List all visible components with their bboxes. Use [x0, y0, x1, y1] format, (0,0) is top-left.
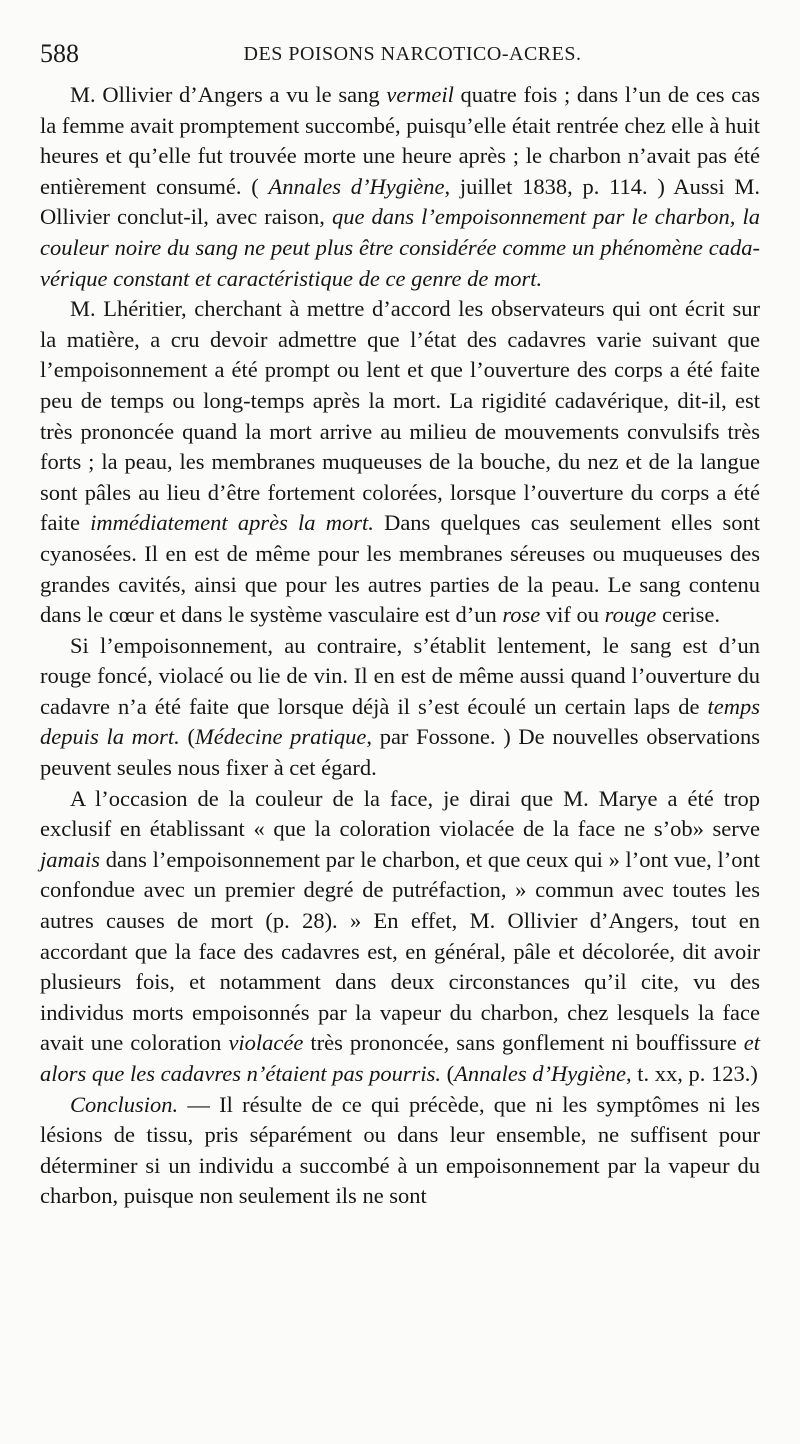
- text-run: très prononcée, sans gonflement ni bouffissure: [303, 1030, 744, 1056]
- text-run: , par Fossone. ) De nouvelles observations peuvent seules nous fixer à cet égard.: [40, 724, 760, 781]
- running-title: DES POISONS NARCOTICO-ACRES.: [243, 43, 582, 65]
- text-run: — Il résulte de ce qui précède, que ni les symptômes ni les lésions de tissu, pris séparément ou dans leur ensemble, ne suffisent pour déterminer si un individu a succombé à un empoisonnement par la vapeur du charbon, puisque non seulement ils ne sont: [40, 1091, 760, 1209]
- italic-text: que dans l’empoisonnement par le charbon, la couleur noire du sang ne peut plus être considérée comme un phénomène cadavérique constant et caractéristique de ce genre de mort.: [40, 204, 760, 291]
- italic-text: vermeil: [386, 82, 454, 107]
- text-run: (: [441, 1061, 455, 1086]
- text-run: , t. xx, p. 123.): [625, 1061, 758, 1086]
- text-run: vif ou: [540, 602, 605, 628]
- italic-text: Conclusion.: [70, 1091, 179, 1117]
- text-run: A l’occasion de la couleur de la face, je dirai que M. Marye a été trop exclusif en établissant « que la coloration violacée de la face ne s’ob» serve: [40, 785, 760, 842]
- italic-text: Annales d’Hygiène: [454, 1061, 626, 1086]
- italic-text: immédiatement après la mort.: [90, 510, 374, 536]
- text-run: (: [179, 724, 195, 750]
- italic-text: rose: [502, 602, 541, 628]
- text-run: dans l’empoisonnement par le charbon, et que ceux qui » l’ont vue, l’ont confondue avec un premier degré de putréfaction, » commun avec toutes les autres causes de mort (p. 28). » En effet, M. Ollivier d’Angers, tout en accordant que la face des cadavres est, en général, pâle et décolorée, dit avoir plusieurs fois, et notamment dans deux circonstances qu’il cite, vu des individus morts empoisonnés par la vapeur du charbon, chez lesquels la face avait une coloration: [40, 846, 760, 1056]
- text-run: M. Ollivier d’Angers a vu le sang: [70, 82, 387, 107]
- text-run: , juillet 1838, p. 114. ) Aussi M. Ollivier conclut-il, avec raison,: [40, 173, 760, 230]
- italic-text: Annales d’Hygiène: [268, 173, 445, 199]
- italic-text: et alors que les cadavres n’étaient pas pourris.: [40, 1030, 760, 1086]
- text-run: Dans quelques cas seulement elles sont cyanosées. Il en est de même pour les membranes séreuses ou muqueuses des grandes cavités, ainsi que pour les autres parties de la peau. Le sang contenu dans le cœur et dans le système vasculaire est d’un: [40, 510, 760, 628]
- paragraph: [40, 784, 760, 1090]
- paragraph: [40, 631, 760, 784]
- paragraph: [40, 1090, 760, 1212]
- paragraph: [40, 80, 760, 294]
- body-text: [40, 80, 760, 1212]
- text-run: cerise.: [656, 602, 721, 628]
- italic-text: jamais: [40, 846, 101, 872]
- italic-text: temps depuis la mort.: [40, 693, 760, 750]
- page-number: 588: [40, 39, 79, 68]
- page-header: [40, 34, 760, 74]
- text-run: Si l’empoisonnement, au contraire, s’établit lentement, le sang est d’un rouge foncé, violacé ou lie de vin. Il en est de même aussi quand l’ouverture du cadavre n’a été faite que lorsque déjà il s’est écoulé un certain laps de: [40, 632, 760, 719]
- paragraph: [40, 294, 760, 631]
- italic-text: violacée: [228, 1030, 304, 1056]
- text-run: quatre fois ; dans l’un de ces cas la femme avait promptement succombé, puisqu’elle était rentrée chez elle à huit heures et qu’elle fut trouvée morte une heure après ; le charbon n’avait pas été entièrement consumé. (: [40, 82, 760, 199]
- italic-text: rouge: [604, 602, 657, 628]
- italic-text: Médecine pratique: [194, 724, 367, 750]
- text-run: M. Lhéritier, cherchant à mettre d’accord les observateurs qui ont écrit sur la matière, a cru devoir admettre que l’état des cadavres varie suivant que l’empoisonnement a été prompt ou lent et que l’ouverture des corps a été faite peu de temps ou long-temps après la mort. La rigidité cadavérique, dit-il, est très prononcée quand la mort arrive au milieu de mouvements convulsifs très forts ; la peau, les membranes muqueuses de la bouche, du nez et de la langue sont pâles au lieu d’être fortement colorées, lorsque l’ouverture du corps a été faite: [40, 296, 760, 536]
